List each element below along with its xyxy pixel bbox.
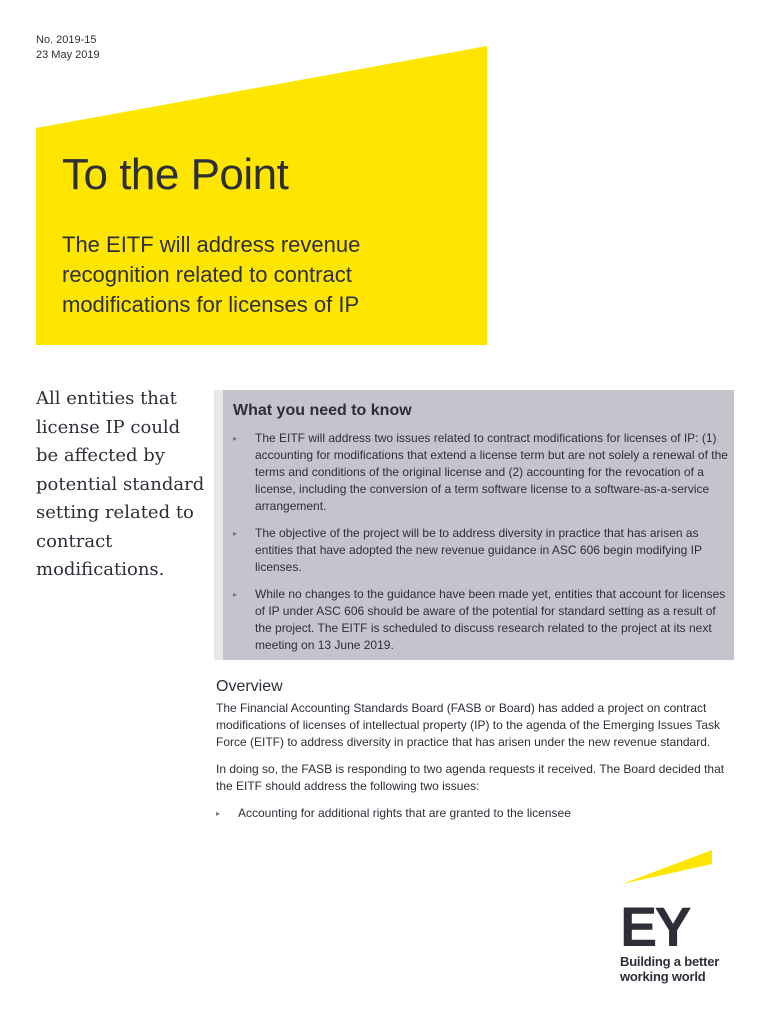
- list-item: [233, 525, 728, 576]
- ey-logo-mark: [612, 848, 732, 950]
- list-item-text: The objective of the project will be to address diversity in practice that has arisen as entities that have adopted the new revenue guidance in ASC 606 begin modifying IP licenses.: [255, 526, 702, 574]
- logo-tagline-line2: working world: [620, 969, 706, 984]
- overview-paragraph: The Financial Accounting Standards Board (FASB or Board) has added a project on contract modifications of licenses of intellectual property (IP) to the agenda of the Emerging Issues Task Force (EITF) to address diversity in practice that has arisen under the new revenue standard.: [216, 701, 721, 749]
- overview-section: [216, 678, 736, 822]
- list-item-text: The EITF will address two issues related to contract modifications for licenses of IP: (1) accounting for modifications that extend a license term but are not solely a renewal of the terms and conditions of the original license and (2) accounting for the revocation of a license, including the conversion of a term software license to a software-as-a-service arrangement.: [255, 431, 728, 513]
- list-item: [233, 586, 728, 654]
- bullet-icon: ▸: [233, 434, 238, 443]
- bullet-icon: ▸: [216, 809, 221, 818]
- page-title: To the Point: [62, 150, 289, 199]
- logo-tagline-line1: Building a better: [620, 954, 720, 969]
- overview-paragraph: In doing so, the FASB is responding to two agenda requests it received. The Board decided that the EITF should address the following two issues:: [216, 762, 725, 793]
- overview-list: [216, 805, 736, 822]
- bullet-icon: ▸: [233, 529, 238, 538]
- list-item-text: While no changes to the guidance have been made yet, entities that account for licenses of IP under ASC 606 should be aware of the potential for standard setting as a result of the project. The EITF is scheduled to discuss research related to the project at its next meeting on 13 June 2019.: [255, 587, 726, 652]
- logo-wordmark: EY: [620, 895, 689, 950]
- title-banner: [0, 0, 770, 360]
- list-item-text: Accounting for additional rights that are granted to the licensee: [238, 806, 571, 820]
- overview-title: Overview: [216, 678, 283, 695]
- issue-date: 23 May 2019: [36, 49, 100, 61]
- list-item: [216, 805, 736, 822]
- logo-tagline: [620, 954, 750, 984]
- bullet-icon: ▸: [233, 590, 238, 599]
- ey-logo: [612, 848, 732, 998]
- know-box-title: What you need to know: [233, 402, 412, 419]
- pull-quote: All entities that license IP could be affected by potential standard setting related to contract modifications.: [36, 388, 205, 580]
- know-box-list: [233, 430, 728, 664]
- issue-number: No. 2019-15: [36, 34, 97, 46]
- list-item: [233, 430, 728, 515]
- logo-beam-icon: [622, 850, 712, 884]
- page-subtitle: The EITF will address revenue recognition related to contract modifications for licenses of IP: [62, 232, 361, 317]
- what-you-need-to-know-box: [214, 390, 734, 660]
